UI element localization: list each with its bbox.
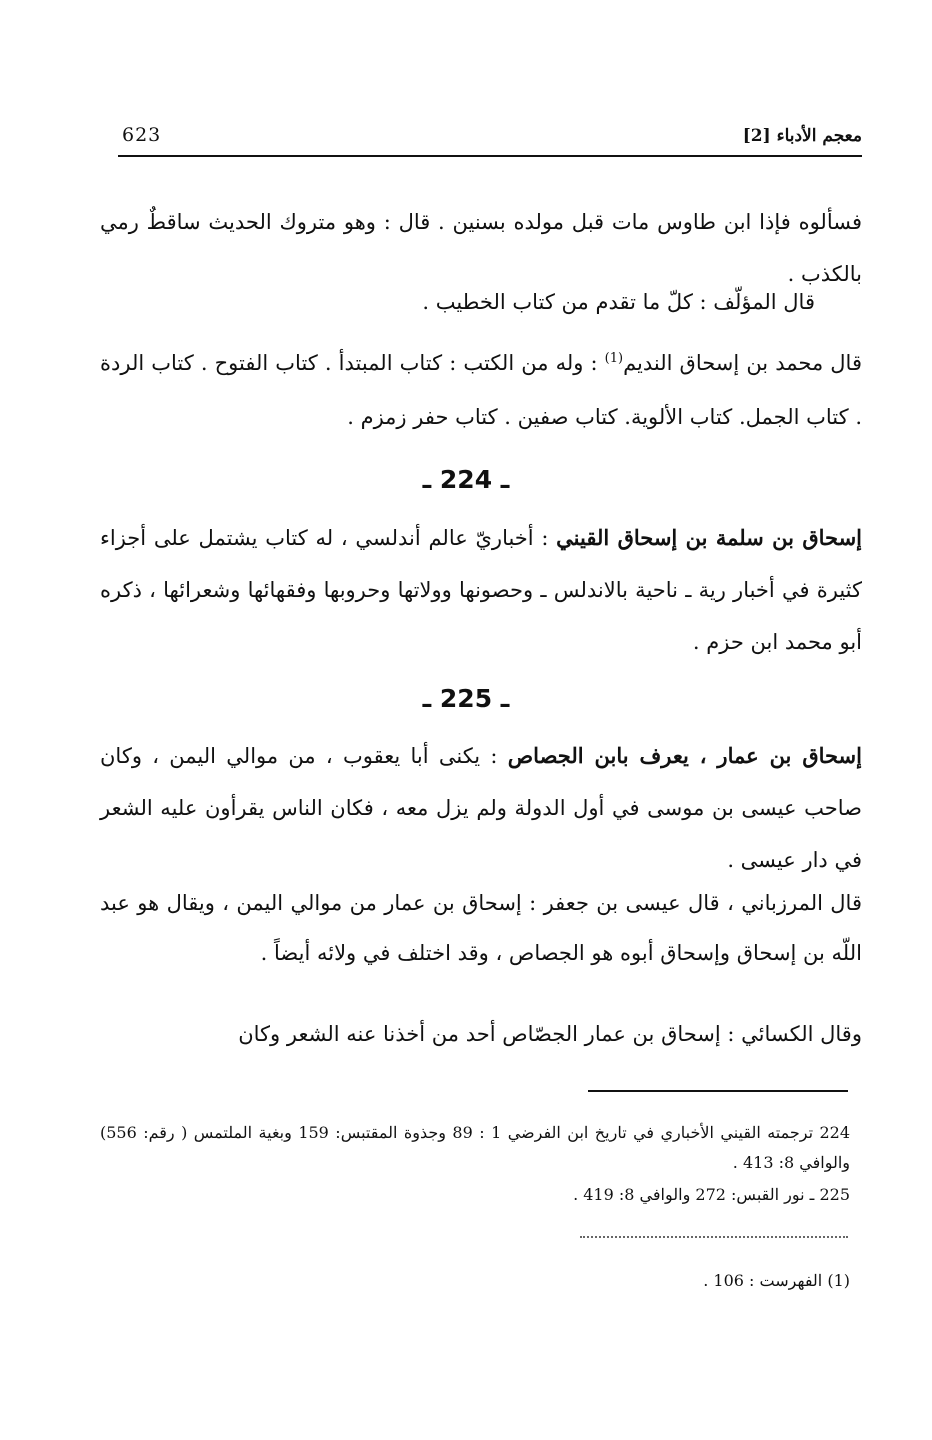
footnotes-rule — [588, 1090, 848, 1092]
entry-224-text — [100, 512, 862, 668]
entry-224-body: : أخباريّ عالم أندلسي ، له كتاب يشتمل على أجزاء كثيرة في أخبار رية ـ ناحية بالاندلس ـ وحصونها وولاتها وحروبها وفقهائها وشعرائها ، ذكره أبو محمد ابن حزم . — [100, 526, 862, 654]
header-rule — [118, 155, 862, 157]
entry-225-name: إسحاق بن عمار ، يعرف بابن الجصاص — [507, 743, 862, 768]
footnote-1: (1) الفهرست : 106 . — [703, 1271, 850, 1290]
running-header — [118, 118, 862, 152]
footnotes-dotted-rule — [580, 1236, 848, 1240]
paragraph-author-note: قال المؤلّف : كلّ ما تقدم من كتاب الخطيب . — [422, 290, 815, 314]
footnote-225: 225 ـ نور القبس: 272 والوافي 8: 419 . — [573, 1185, 850, 1204]
nadim-text-rest: : وله من الكتب : كتاب المبتدأ . كتاب الفتوح . كتاب الردة . كتاب الجمل. كتاب الألوية. كتاب صفين . كتاب حفر زمزم . — [100, 351, 862, 429]
entry-number-225: ـ 225 ـ — [422, 684, 510, 713]
paragraph-kisai: وقال الكسائي : إسحاق بن عمار الجصّاص أحد من أخذنا عنه الشعر وكان — [238, 1022, 862, 1046]
footnote-ref-1: (1) — [604, 351, 624, 366]
entry-225-text — [100, 730, 862, 886]
footnote-224: 224 ترجمته القيني الأخباري في تاريخ ابن الفرضي 1 : 89 وجذوة المقتبس: 159 وبغية الملتمس ( رقم: 556) والوافي 8: 413 . — [100, 1123, 851, 1172]
entry-225-body: : يكنى أبا يعقوب ، من موالي اليمن ، وكان صاحب عيسى بن موسى في أول الدولة ولم يزل معه ، فكان الناس يقرأون عليه الشعر في دار عيسى . — [100, 744, 862, 872]
paragraph-continuation: فسألوه فإذا ابن طاوس مات قبل مولده بسنين . قال : وهو متروك الحديث ساقطٌ رمي بالكذب . — [100, 210, 862, 286]
entry-224-name: إسحاق بن سلمة بن إسحاق القيني — [556, 525, 863, 550]
paragraph-nadim-books — [100, 336, 862, 444]
entry-number-224: ـ 224 ـ — [422, 465, 510, 494]
book-title: معجم الأدباء [2] — [742, 126, 862, 146]
page-number: 623 — [122, 124, 162, 146]
nadim-text-start: قال محمد بن إسحاق النديم — [623, 351, 862, 375]
paragraph-marzubani: قال المرزباني ، قال عيسى بن جعفر : إسحاق بن عمار من موالي اليمن ، ويقال هو عبد اللّه بن إسحاق وإسحاق أبوه هو الجصاص ، وقد اختلف في ولائه أيضاً . — [100, 891, 862, 965]
